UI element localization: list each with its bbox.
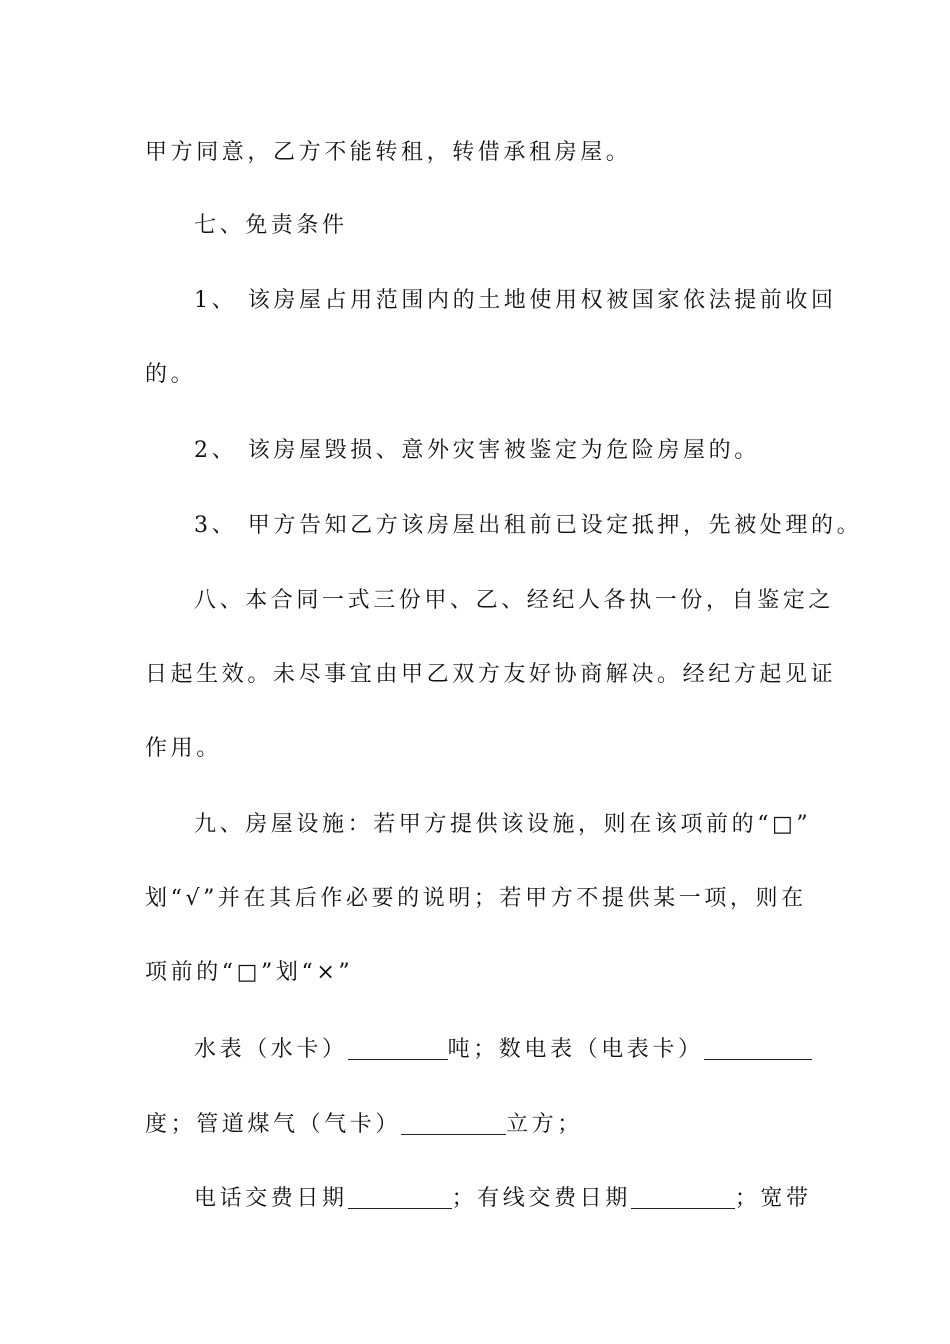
paragraph-line: 作用。: [145, 736, 222, 761]
cable-fee-date-label: ；有线交费日期: [451, 1186, 631, 1211]
phone-fee-date-label: 电话交费日期: [194, 1186, 348, 1211]
water-meter-label: 水表（水卡）: [194, 1037, 348, 1062]
gas-meter-label: 度；管道煤气（气卡）: [145, 1112, 402, 1137]
paragraph-line: 2、 该房屋毁损、意外灾害被鉴定为危险房屋的。: [194, 438, 760, 463]
meter-line-2: [145, 1110, 583, 1140]
section-heading: 七、免责条件: [194, 213, 348, 238]
electric-amount-blank[interactable]: [704, 1037, 812, 1060]
meter-line-1: [194, 1035, 812, 1065]
fee-line: [194, 1184, 812, 1214]
paragraph-line: 九、房屋设施：若甲方提供该设施，则在该项前的“□”: [194, 812, 812, 837]
paragraph-line: 3、 甲方告知乙方该房屋出租前已设定抵押，先被处理的。: [194, 513, 863, 538]
gas-unit-label: 立方；: [506, 1112, 583, 1137]
broadband-label: ；宽带: [734, 1186, 812, 1211]
phone-fee-date-blank[interactable]: [348, 1186, 452, 1209]
gas-amount-blank[interactable]: [401, 1112, 506, 1135]
water-amount-blank[interactable]: [348, 1037, 448, 1060]
cable-fee-date-blank[interactable]: [631, 1186, 735, 1209]
paragraph-line: 项前的“□”划“×”: [145, 960, 354, 985]
paragraph-line: 甲方同意，乙方不能转租，转借承租房屋。: [145, 140, 632, 165]
paragraph-line: 的。: [145, 362, 197, 387]
paragraph-line: 八、本合同一式三份甲、乙、经纪人各执一份，自鉴定之: [194, 588, 835, 613]
electric-meter-label: 吨；数电表（电表卡）: [447, 1037, 704, 1062]
paragraph-line: 1、 该房屋占用范围内的土地使用权被国家依法提前收回: [194, 288, 837, 313]
paragraph-line: 划“√”并在其后作必要的说明；若甲方不提供某一项，则在: [145, 886, 807, 911]
paragraph-line: 日起生效。未尽事宜由甲乙双方友好协商解决。经纪方起见证: [145, 662, 837, 687]
